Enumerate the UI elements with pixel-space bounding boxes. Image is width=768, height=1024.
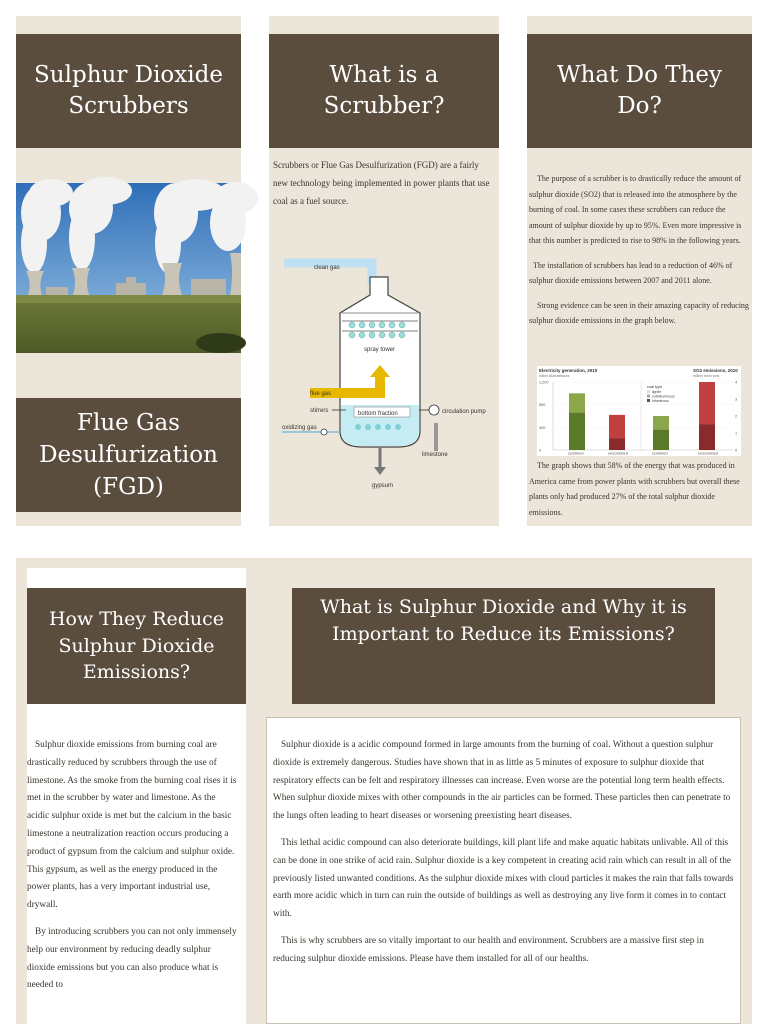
- category-label: unscrubbed: [608, 451, 628, 456]
- left-tick-label: 1,200: [539, 380, 549, 385]
- left-tick-label: 0: [539, 448, 542, 453]
- panel-3-para-1: The purpose of a scrubber is to drastically reduce the amount of sulphur dioxide (SO2) that is released into the atmosphere by the burning of coal. In some cases these scrubbers can reduce the amount of sulphur dioxide by up to 95%. Even more impressive is that this number is predicted to rise to 98% in the following years.: [529, 174, 742, 245]
- panel-4-text: [27, 737, 237, 1004]
- panel-4-para-1: Sulphur dioxide emissions from burning coal are drastically reduced by scrubbers through the use of limestone. As the smoke from the burning coal rises it is met in the scrubber by water and limestone. As the acidic sulphur oxide is met but the calcium in the basic limestone a neutralization reaction occurs producing a product of gypsum from the calcium and sulphur oxide. This gypsum, as well as the energy produced in the power plants, has a very important industrial use, drywall.: [27, 740, 237, 911]
- right-tick-label: 3: [735, 397, 738, 402]
- bar-bituminous: [569, 413, 585, 450]
- category-label: scrubbed: [568, 451, 584, 456]
- chart-right-title: SO2 emissions, 2010: [693, 368, 738, 373]
- category-label: unscrubbed: [698, 451, 718, 456]
- category-label: scrubbed: [652, 451, 668, 456]
- panel-2-title: What is a Scrubber?: [269, 34, 499, 148]
- left-tick-label: 400: [539, 425, 546, 430]
- label-flue-gas: flue gas: [310, 391, 332, 397]
- legend-label: lignite: [652, 389, 662, 394]
- right-tick-label: 0: [735, 448, 738, 453]
- panel-3-para-2: The installation of scrubbers has lead to a reduction of 46% of sulphur dioxide emissions between 2007 and 2011 alone.: [529, 260, 733, 285]
- right-tick-label: 1: [735, 431, 738, 436]
- panel-5-title: What is Sulphur Dioxide and Why it is Important to Reduce its Emissions?: [292, 588, 715, 704]
- bar-bituminous: [699, 425, 715, 451]
- label-circulation-pump: circulation pump: [442, 409, 486, 415]
- label-bottom-fraction: bottom fraction: [358, 411, 398, 417]
- power-plant-photo: [16, 183, 241, 353]
- bar-subbituminous: [569, 393, 585, 412]
- label-clean-gas: clean gas: [314, 265, 340, 271]
- right-tick-label: 2: [735, 414, 738, 419]
- bar-subbituminous: [609, 415, 625, 438]
- legend-label: bituminous: [652, 398, 669, 403]
- label-limestone: limestone: [422, 452, 448, 458]
- legend-swatch: [647, 395, 650, 398]
- panel-5-para-2: This lethal acidic compound can also deteriorate buildings, kill plant life and make aquatic habitats unlivable. All of this can be done in one strike of acid rain. Sulphur dioxide is a key competent in creating acid rain which can result in all of the previously listed unwanted conditions. As the sulphur dioxide mixes with cloud particles it makes the rain that falls towards earth more acidic which in turn can ruin the outside of buildings as well as destroying any live form it comes in to contact with.: [273, 837, 734, 920]
- panel-3-text-bottom: [529, 458, 750, 529]
- bar-subbituminous: [653, 416, 669, 430]
- panel-3-para-3: Strong evidence can be seen in their amazing capacity of reducing sulphur dioxide emissions in the graph below.: [529, 300, 749, 325]
- bar-bituminous: [653, 430, 669, 450]
- legend-label: subbituminous: [652, 394, 675, 399]
- panel-4-para-2: By introducing scrubbers you can not only immensely help our environment by reducing deadly sulphur dioxide emissions but you can also produce what is needed to: [27, 926, 237, 991]
- label-gypsum: gypsum: [372, 483, 394, 489]
- panel-5-para-3: This is why scrubbers are so vitally important to our health and environment. Scrubbers are a massive first step in reducing sulphur dioxide emissions. Please have them installed for all of our healths.: [273, 935, 704, 964]
- left-tick-label: 800: [539, 403, 546, 408]
- bar-subbituminous: [699, 382, 715, 425]
- label-stirrers: stirrers: [310, 408, 329, 414]
- panel-5-para-1: Sulphur dioxide is a acidic compound formed in large amounts from the burning of coal. Without a question sulphur dioxide is extremely dangerous. Studies have shown that in as little as 5 minutes of exposure to sulphur dioxide that respiratory effects can be felt and respiratory illnesses can increase. Even worse are the potential long term health effects. When sulphur dioxide mixes with other compounds in the air particles can be formed. These particles then can penetrate to the lungs often leading to heart diseases or worsening preexisting heart diseases.: [273, 740, 731, 822]
- panel-4-title: How They Reduce Sulphur Dioxide Emissions?: [27, 588, 246, 704]
- bar-bituminous: [609, 438, 625, 450]
- label-oxidizing-gas: oxidizing gas: [282, 425, 317, 431]
- panel-3-title: What Do They Do?: [527, 34, 752, 148]
- panel-1-title: Sulphur Dioxide Scrubbers: [16, 34, 241, 148]
- label-spray-tower: spray tower: [364, 347, 396, 353]
- legend-swatch: [647, 399, 650, 402]
- panel-3-text-top: [529, 171, 750, 338]
- right-tick-label: 4: [735, 380, 738, 385]
- chart-left-units: billion kilowatthours: [539, 374, 570, 378]
- chart-left-title: Electricity generation, 2010: [539, 368, 598, 373]
- emissions-chart: [537, 366, 741, 456]
- panel-5-text: [273, 737, 736, 978]
- legend-title: coal type: [647, 385, 663, 389]
- panel-1-subtitle: Flue Gas Desulfurization (FGD): [16, 398, 241, 512]
- panel-2-intro: Scrubbers or Flue Gas Desulfurization (FGD) are a fairly new technology being implemented in power plants that use coal as a fuel source.: [273, 160, 490, 206]
- panel-3-para-4: The graph shows that 58% of the energy that was produced in America came from power plants with scrubbers but overall these plants only had produced 27% of the total sulphur dioxide emissions.: [529, 461, 740, 517]
- legend-swatch: [647, 390, 650, 393]
- chart-right-units: million short tons: [693, 374, 720, 378]
- scrubber-diagram: [280, 255, 486, 495]
